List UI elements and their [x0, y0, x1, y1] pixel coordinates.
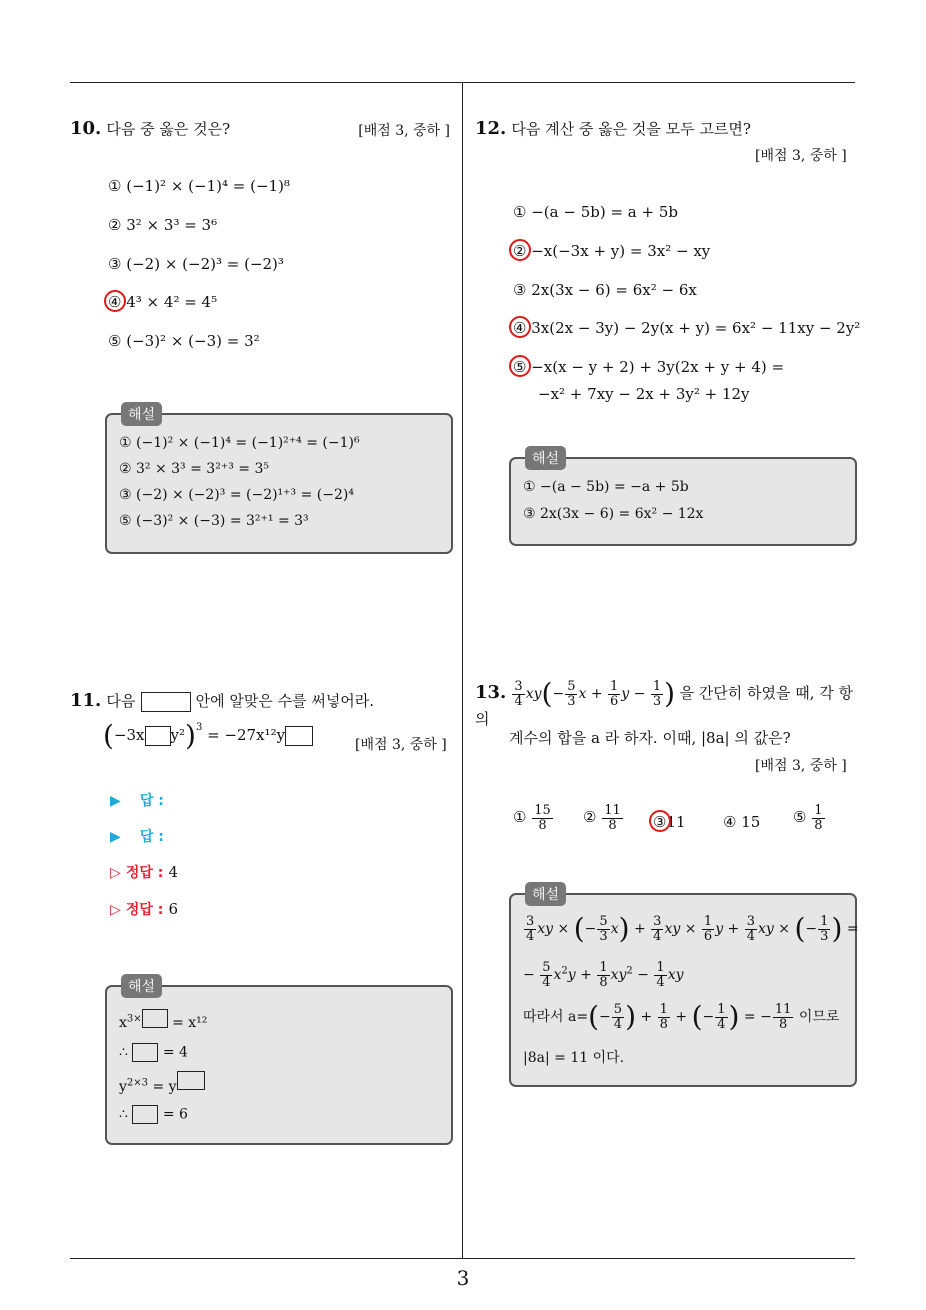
- question-number: 10.: [70, 118, 102, 139]
- score: [배점 3, 중하 ]: [755, 758, 847, 774]
- solution-line: ① −(a − 5b) = −a + 5b: [523, 479, 689, 495]
- answer-label: 답 :: [139, 829, 164, 845]
- solution-line: ∴ = 6: [119, 1106, 188, 1123]
- correct-row-2: [110, 899, 178, 919]
- score: [배점 3, 중하 ]: [358, 123, 450, 139]
- bottom-rule: [70, 1258, 855, 1259]
- option-5[interactable]: [108, 332, 260, 350]
- eq-right: = −27x¹²y: [207, 726, 286, 744]
- question-11: [70, 690, 374, 712]
- option-2[interactable]: ② −x(−3x + y) = 3x² − xy: [513, 242, 711, 260]
- solution-line: ③ (−2) × (−2)³ = (−2)¹⁺³ = (−2)⁴: [119, 487, 354, 503]
- correct-row-1: [110, 862, 178, 882]
- option-mark: ④: [108, 293, 122, 311]
- option-expr: 4³ × 4² = 4⁵: [126, 293, 218, 311]
- question-text-2: 계수의 합을 a 라 하자. 이때, |8a| 의 값은?: [509, 729, 791, 747]
- option-1[interactable]: ① −(a − 5b) = a + 5b: [513, 203, 678, 221]
- option-expr: 3² × 3³ = 3⁶: [126, 216, 218, 234]
- selected-circle-icon: [509, 316, 531, 338]
- solution-line: ⑤ (−3)² × (−3) = 3²⁺¹ = 3³: [119, 513, 309, 529]
- selected-circle-icon: [509, 239, 531, 261]
- solution-line: $y^{2\times 3} = y$: [119, 1079, 205, 1095]
- solution-box: [105, 979, 453, 1145]
- option-mark: ①: [108, 177, 122, 195]
- answer-marker-icon: ▶: [110, 829, 121, 845]
- question-number: 11.: [70, 690, 102, 711]
- answer-marker-icon: ▶: [110, 793, 121, 809]
- blank-box: [145, 726, 171, 746]
- solution-label: 해설: [525, 882, 566, 906]
- question-text: 다음 계산 중 옳은 것을 모두 고르면?: [511, 120, 751, 138]
- selected-circle-icon: [104, 290, 126, 312]
- question-number: 12.: [475, 118, 507, 139]
- correct-marker-icon: ▷: [110, 865, 121, 881]
- question-text: 다음 중 옳은 것은?: [106, 120, 231, 138]
- score: [배점 3, 중하 ]: [355, 737, 447, 753]
- option-mark: ⑤: [108, 332, 122, 350]
- page-number: 3: [456, 1266, 470, 1290]
- solution-label: 해설: [525, 446, 566, 470]
- column-divider: [462, 83, 463, 1258]
- option-3[interactable]: ③ 2x(3x − 6) = 6x² − 6x: [513, 281, 697, 299]
- option-4[interactable]: ④ 3x(2x − 3y) − 2y(x + y) = 6x² − 11xy − 2y²: [513, 319, 861, 337]
- solution-label: 해설: [121, 974, 162, 998]
- solution-line: $\frac{3}{4}$ xy × (− $\frac{5}{3}$ x) + $\frac{3}{4}$ xy × $\frac{1}{6}$ y + $\frac{3}{4}$ xy × (− $\frac{1}{3}$ ) =: [526, 912, 859, 946]
- eq-left-b: y²: [170, 726, 186, 744]
- option-5[interactable]: ⑤ −x(x − y + 2) + 3y(2x + y + 4) =: [513, 358, 785, 376]
- option-expr: (−1)² × (−1)⁴ = (−1)⁸: [126, 177, 290, 195]
- selected-circle-icon: [509, 355, 531, 377]
- question-text-pre: 다음: [106, 692, 136, 710]
- correct-value: 4: [168, 863, 179, 881]
- option-1[interactable]: ① $\frac{15}{8}$: [513, 803, 551, 833]
- question-text-post: 안에 알맞은 수를 써넣어라.: [195, 692, 375, 710]
- solution-line: ∴ = 4: [119, 1044, 188, 1061]
- question-expression: $\frac{3}{4}$ xy(− $\frac{5}{3}$ x + $\frac{1}{6}$ y − $\frac{1}{3}$ ): [514, 677, 676, 711]
- option-1[interactable]: [108, 177, 290, 195]
- solution-box: [509, 451, 857, 546]
- blank-box: [141, 692, 191, 712]
- solution-line: 따라서 a=(− $\frac{5}{4}$ ) + $\frac{1}{8}$ + (− $\frac{1}{4}$ ) = − $\frac{11}{8}$ 이므로: [523, 1000, 840, 1034]
- question-10: [70, 118, 450, 139]
- blank-box: [285, 726, 313, 746]
- correct-value: 6: [168, 900, 179, 918]
- solution-line: $x^{3\times} = x^{12}$: [119, 1015, 207, 1031]
- question-12: [475, 118, 751, 139]
- option-mark: ③: [108, 255, 122, 273]
- option-3[interactable]: ③11: [653, 813, 686, 831]
- solution-label: 해설: [121, 402, 162, 426]
- blank-box: [142, 1009, 168, 1028]
- correct-label: 정답 :: [125, 865, 164, 881]
- option-mark: ②: [108, 216, 122, 234]
- solution-line: ② 3² × 3³ = 3²⁺³ = 3⁵: [119, 461, 269, 477]
- option-4[interactable]: ④ 15: [723, 813, 761, 831]
- equation: (−3x y²)$^3$ = −27x¹²y: [103, 722, 313, 750]
- blank-box: [132, 1105, 158, 1124]
- option-2[interactable]: [108, 216, 217, 234]
- option-3[interactable]: [108, 255, 284, 273]
- correct-marker-icon: ▷: [110, 902, 121, 918]
- answer-label: 답 :: [139, 793, 164, 809]
- solution-box: [509, 887, 859, 1087]
- option-expr: (−2) × (−2)³ = (−2)³: [126, 255, 284, 273]
- eq-exponent: 3: [195, 722, 203, 733]
- option-expr: (−3)² × (−3) = 3²: [126, 332, 260, 350]
- answer-row-2[interactable]: [110, 826, 164, 846]
- correct-label: 정답 :: [125, 902, 164, 918]
- blank-box: [177, 1071, 205, 1090]
- solution-line: ③ 2x(3x − 6) = 6x² − 12x: [523, 506, 704, 522]
- solution-line: |8a| = 11 이다.: [523, 1050, 625, 1066]
- option-5[interactable]: ⑤ $\frac{1}{8}$: [793, 803, 823, 833]
- option-2[interactable]: ② $\frac{11}{8}$: [583, 803, 621, 833]
- blank-box: [132, 1043, 158, 1062]
- question-number: 13.: [475, 682, 507, 703]
- option-5-continued: −x² + 7xy − 2x + 3y² + 12y: [538, 385, 750, 403]
- solution-box: [105, 407, 453, 554]
- answer-row-1[interactable]: [110, 790, 164, 810]
- question-text: 을 간단히 하였을 때, 각 항의: [475, 684, 854, 729]
- solution-line: ① (−1)² × (−1)⁴ = (−1)²⁺⁴ = (−1)⁶: [119, 435, 360, 451]
- question-13: [475, 677, 860, 729]
- selected-circle-icon: [649, 810, 671, 832]
- eq-left-a: −3x: [113, 726, 145, 744]
- score: [배점 3, 중하 ]: [755, 148, 847, 164]
- solution-line: − $\frac{5}{4}$ $x^2y$ + $\frac{1}{8}$ $xy^2$ − $\frac{1}{4}$ xy: [523, 960, 684, 990]
